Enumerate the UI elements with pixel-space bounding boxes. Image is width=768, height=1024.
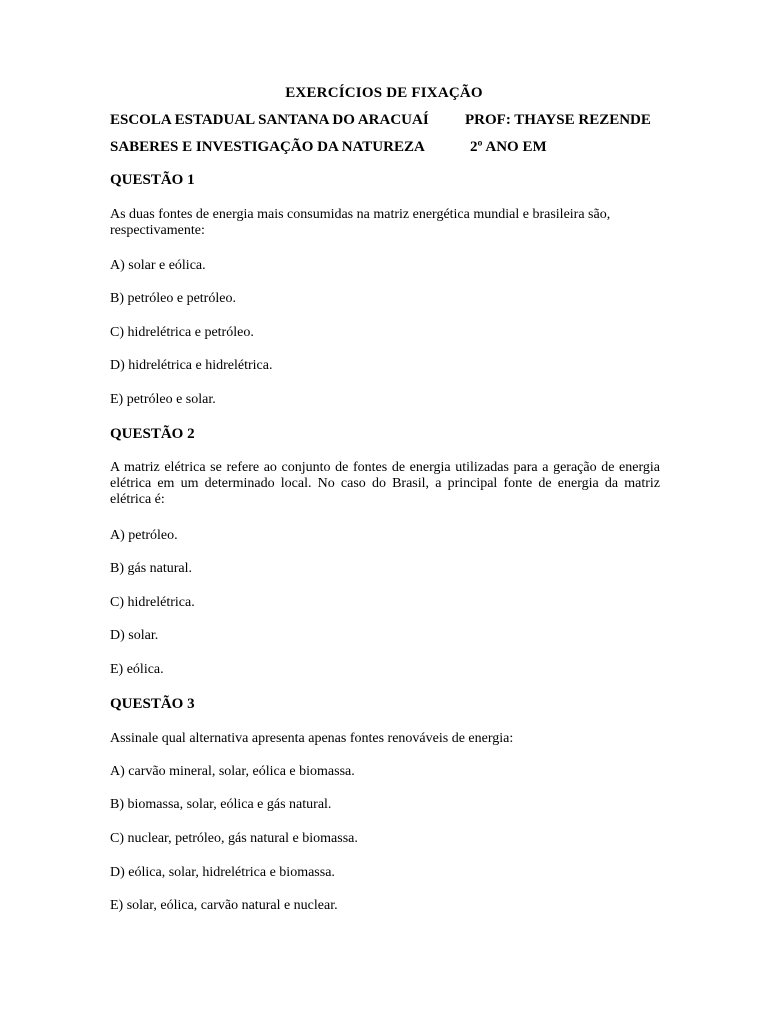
question-3-option-e: E) solar, eólica, carvão natural e nuclear. bbox=[110, 898, 338, 913]
subject-name: SABERES E INVESTIGAÇÃO DA NATUREZA bbox=[110, 139, 425, 155]
question-2-option-c: C) hidrelétrica. bbox=[110, 595, 195, 610]
grade-label: 2º ANO EM bbox=[470, 139, 547, 155]
question-2-option-e: E) eólica. bbox=[110, 662, 164, 677]
question-1-option-b: B) petróleo e petróleo. bbox=[110, 291, 236, 306]
question-2-title: QUESTÃO 2 bbox=[110, 426, 195, 442]
question-2-option-d: D) solar. bbox=[110, 628, 159, 643]
question-2-option-b: B) gás natural. bbox=[110, 561, 193, 576]
header-row-subject bbox=[110, 139, 660, 156]
teacher-name: PROF: THAYSE REZENDE bbox=[465, 112, 651, 128]
question-2-stem: A matriz elétrica se refere ao conjunto de fontes de energia utilizadas para a geração de energia elétrica em um determinado local. No caso do Brasil, a principal fonte de energia da matriz elétrica é: bbox=[110, 460, 660, 507]
question-1-option-e: E) petróleo e solar. bbox=[110, 392, 216, 407]
question-1-title: QUESTÃO 1 bbox=[110, 172, 195, 188]
question-3-option-c: C) nuclear, petróleo, gás natural e biomassa. bbox=[110, 831, 358, 846]
question-2-option-a: A) petróleo. bbox=[110, 528, 178, 543]
question-3-stem: Assinale qual alternativa apresenta apenas fontes renováveis de energia: bbox=[110, 731, 514, 746]
question-3-title: QUESTÃO 3 bbox=[110, 696, 195, 712]
question-1-option-a: A) solar e eólica. bbox=[110, 258, 206, 273]
question-1-option-c: C) hidrelétrica e petróleo. bbox=[110, 325, 254, 340]
question-1-stem: As duas fontes de energia mais consumidas na matriz energética mundial e brasileira são, respectivamente: bbox=[110, 207, 611, 238]
document-title: EXERCÍCIOS DE FIXAÇÃO bbox=[285, 85, 483, 101]
question-3-option-b: B) biomassa, solar, eólica e gás natural. bbox=[110, 797, 332, 812]
school-name: ESCOLA ESTADUAL SANTANA DO ARACUAÍ bbox=[110, 112, 429, 128]
question-3-option-d: D) eólica, solar, hidrelétrica e biomassa. bbox=[110, 865, 335, 880]
question-1-option-d: D) hidrelétrica e hidrelétrica. bbox=[110, 358, 273, 373]
question-3-option-a: A) carvão mineral, solar, eólica e biomassa. bbox=[110, 764, 355, 779]
header-row-school bbox=[110, 112, 660, 129]
